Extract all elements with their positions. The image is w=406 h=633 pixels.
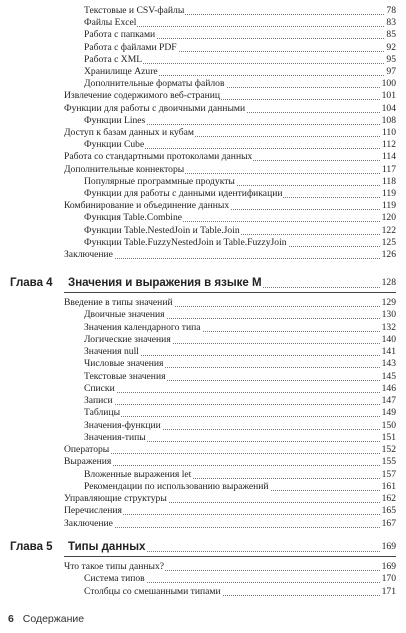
toc-entry-title: Перечисления [64, 505, 122, 517]
toc-entry-title: Что такое типы данных? [64, 561, 165, 572]
toc-entry-page: 130 [381, 309, 396, 321]
toc-entry-title: Хранилище Azure [84, 66, 158, 77]
toc-entry-title: Текстовые значения [84, 370, 166, 382]
toc-entry-page: 112 [381, 139, 396, 151]
toc-entry-title: Работа с файлами PDF [84, 41, 177, 53]
toc-entry[interactable] [84, 407, 396, 419]
toc-entry-page: 126 [381, 249, 396, 260]
toc-entry-page: 147 [381, 395, 396, 406]
chapter-title: Типы данных [68, 541, 146, 553]
toc-entry-title: Доступ к базам данных и кубам [64, 127, 194, 138]
toc-entry[interactable] [64, 297, 396, 309]
toc-entry[interactable] [84, 225, 396, 237]
toc-entry-page: 141 [381, 346, 396, 357]
toc-entry-title: Система типов [84, 573, 145, 585]
toc-entry-title: Рекомендации по использованию выражений [84, 480, 269, 492]
toc-entry-title: Функция Table.Combine [84, 212, 182, 224]
toc-entry-title: Функции для работы с двоичными данными [64, 102, 246, 114]
toc-entry-page: 101 [381, 90, 396, 102]
toc-entry-page: 129 [381, 297, 396, 308]
toc-entry-page: 78 [386, 5, 396, 16]
toc-entry-page: 165 [381, 505, 396, 517]
toc-entry-title: Работа с XML [84, 53, 143, 65]
toc-entry[interactable] [84, 42, 396, 54]
toc-entry-title: Популярные программные продукты [84, 175, 235, 187]
toc-entry-title: Списки [84, 382, 115, 394]
toc-entry-title: Значения-функции [84, 419, 161, 431]
footer-running-title: Содержание [22, 613, 85, 625]
toc-entry-page: 152 [381, 444, 396, 455]
toc-entry[interactable] [84, 383, 396, 395]
toc-entry-page: 150 [381, 419, 396, 431]
toc-entry[interactable] [84, 420, 396, 432]
toc-entry-page: 120 [381, 212, 396, 224]
dot-leader [120, 551, 380, 552]
toc-entry[interactable] [84, 237, 396, 249]
toc-entry-page: 155 [381, 456, 396, 468]
toc-entry-page: 170 [381, 573, 396, 585]
toc-entry-title: Извлечение содержимого веб-страниц [64, 90, 221, 102]
chapter-label: Глава 5 [10, 541, 53, 553]
toc-entry-title: Комбинирование и объединение данных [64, 200, 230, 212]
toc-entry-title: Записи [84, 395, 113, 406]
toc-entry-title: Работа с папками [84, 29, 156, 41]
toc-entry-page: 100 [381, 78, 396, 90]
toc-entry-title: Дополнительные форматы файлов [84, 78, 225, 90]
toc-entry-page: 117 [381, 163, 396, 175]
toc-entry-page: 157 [381, 468, 396, 480]
toc-entry[interactable] [64, 249, 396, 261]
toc-entry[interactable] [64, 151, 396, 163]
toc-entry-page: 143 [381, 358, 396, 370]
toc-entry-page: 104 [381, 102, 396, 114]
toc-entry[interactable] [84, 29, 396, 41]
toc-entry[interactable] [84, 395, 396, 407]
chapter-heading[interactable] [0, 276, 406, 290]
toc-entry-page: 167 [381, 517, 396, 529]
toc-entry-page: 92 [386, 41, 396, 53]
dot-leader [64, 453, 396, 454]
toc-entry[interactable] [84, 469, 396, 481]
toc-entry-page: 95 [386, 53, 396, 65]
chapter-page-number: 169 [381, 541, 396, 552]
toc-entry-title: Работа со стандартными протоколами данных [64, 151, 253, 163]
toc-entry-title: Функции Table.FuzzyNestedJoin и Table.FuzzyJoin [84, 236, 287, 248]
toc-entry-title: Функции для работы с данными идентификации [84, 188, 283, 199]
toc-entry[interactable] [84, 358, 396, 370]
toc-entry-page: 169 [381, 561, 396, 572]
toc-entry[interactable] [84, 139, 396, 151]
toc-entry[interactable] [64, 456, 396, 468]
chapter-title: Значения и выражения в языке M [68, 277, 262, 289]
toc-entry[interactable] [84, 346, 396, 358]
toc-entry-title: Числовые значения [84, 358, 164, 370]
page-footer [8, 613, 84, 625]
toc-entry-page: 149 [381, 407, 396, 419]
toc-entry[interactable] [64, 444, 396, 456]
toc-entry[interactable] [64, 164, 396, 176]
toc-entry-page: 83 [386, 17, 396, 29]
toc-entry-title: Текстовые и CSV-файлы [84, 5, 185, 16]
toc-entry-page: 151 [381, 431, 396, 443]
toc-entry-page: 110 [381, 127, 396, 138]
toc-entry[interactable] [64, 127, 396, 139]
toc-entry[interactable] [64, 518, 396, 530]
toc-entry-title: Выражения [64, 456, 112, 468]
toc-entry-title: Значения null [84, 346, 139, 357]
toc-entry-title: Управляющие структуры [64, 493, 167, 504]
toc-entry-title: Функции Lines [84, 114, 146, 126]
toc-entry-title: Вложенные выражения let [84, 468, 192, 480]
toc-entry-title: Операторы [64, 444, 110, 455]
toc-entry-page: 145 [381, 370, 396, 382]
toc-entry[interactable] [64, 493, 396, 505]
toc-entry-page: 132 [381, 321, 396, 333]
toc-entry[interactable] [84, 78, 396, 90]
toc-entry-page: 97 [386, 66, 396, 77]
toc-entry[interactable] [84, 66, 396, 78]
toc-entry[interactable] [84, 481, 396, 493]
toc-entry-page: 125 [381, 236, 396, 248]
chapter-label: Глава 4 [10, 277, 53, 289]
dot-leader [84, 416, 396, 417]
toc-entry-title: Файлы Excel [84, 17, 137, 29]
toc-entry-title: Функции Cube [84, 139, 145, 151]
toc-entry[interactable] [84, 573, 396, 585]
toc-entry-title: Логические значения [84, 333, 171, 345]
toc-entry-title: Значения-типы [84, 431, 146, 443]
dot-leader [84, 404, 396, 405]
toc-entry[interactable] [84, 5, 396, 17]
toc-entry-title: Двоичные значения [84, 309, 165, 321]
toc-entry[interactable] [84, 188, 396, 200]
dot-leader [64, 465, 396, 466]
toc-entry[interactable] [84, 54, 396, 66]
toc-entry[interactable] [84, 586, 396, 598]
toc-entry[interactable] [64, 200, 396, 212]
toc-entry[interactable] [84, 322, 396, 334]
toc-entry[interactable] [84, 334, 396, 346]
toc-entry[interactable] [64, 103, 396, 115]
toc-entry-page: 85 [386, 29, 396, 41]
toc-entry[interactable] [64, 505, 396, 517]
toc-entry-title: Значения календарного типа [84, 321, 201, 333]
toc-entry[interactable] [64, 561, 396, 573]
toc-entry-page: 114 [381, 151, 396, 163]
dot-leader [84, 392, 396, 393]
toc-entry-title: Заключение [64, 249, 113, 260]
toc-entry-page: 122 [381, 224, 396, 236]
toc-entry-page: 119 [381, 188, 396, 199]
chapter-heading[interactable] [0, 540, 406, 554]
toc-entry[interactable] [84, 212, 396, 224]
chapter-rule [64, 556, 396, 557]
toc-entry[interactable] [84, 309, 396, 321]
toc-entry[interactable] [84, 176, 396, 188]
footer-page-number: 6 [8, 613, 14, 625]
toc-entry-page: 119 [381, 200, 396, 212]
toc-entry[interactable] [64, 90, 396, 102]
toc-entry-title: Введение в типы значений [64, 297, 173, 308]
toc-entry-page: 108 [381, 114, 396, 126]
toc-entry-title: Заключение [64, 517, 113, 529]
toc-entry[interactable] [84, 17, 396, 29]
toc-entry[interactable] [84, 432, 396, 444]
toc-entry-page: 162 [381, 493, 396, 504]
chapter-rule [64, 292, 396, 293]
toc-entry-page: 140 [381, 333, 396, 345]
toc-entry-title: Столбцы со смешанными типами [84, 585, 221, 597]
toc-entry-page: 161 [381, 480, 396, 492]
toc-entry-page: 146 [381, 382, 396, 394]
toc-entry-page: 171 [381, 585, 396, 597]
toc-entry[interactable] [84, 115, 396, 127]
toc-entry-title: Дополнительные коннекторы [64, 163, 185, 175]
toc-entry-title: Функции Table.NestedJoin и Table.Join [84, 224, 240, 236]
toc-entry[interactable] [84, 371, 396, 383]
chapter-page-number: 128 [381, 277, 396, 288]
toc-entry-title: Таблицы [84, 407, 121, 419]
toc-entry-page: 118 [381, 175, 396, 187]
